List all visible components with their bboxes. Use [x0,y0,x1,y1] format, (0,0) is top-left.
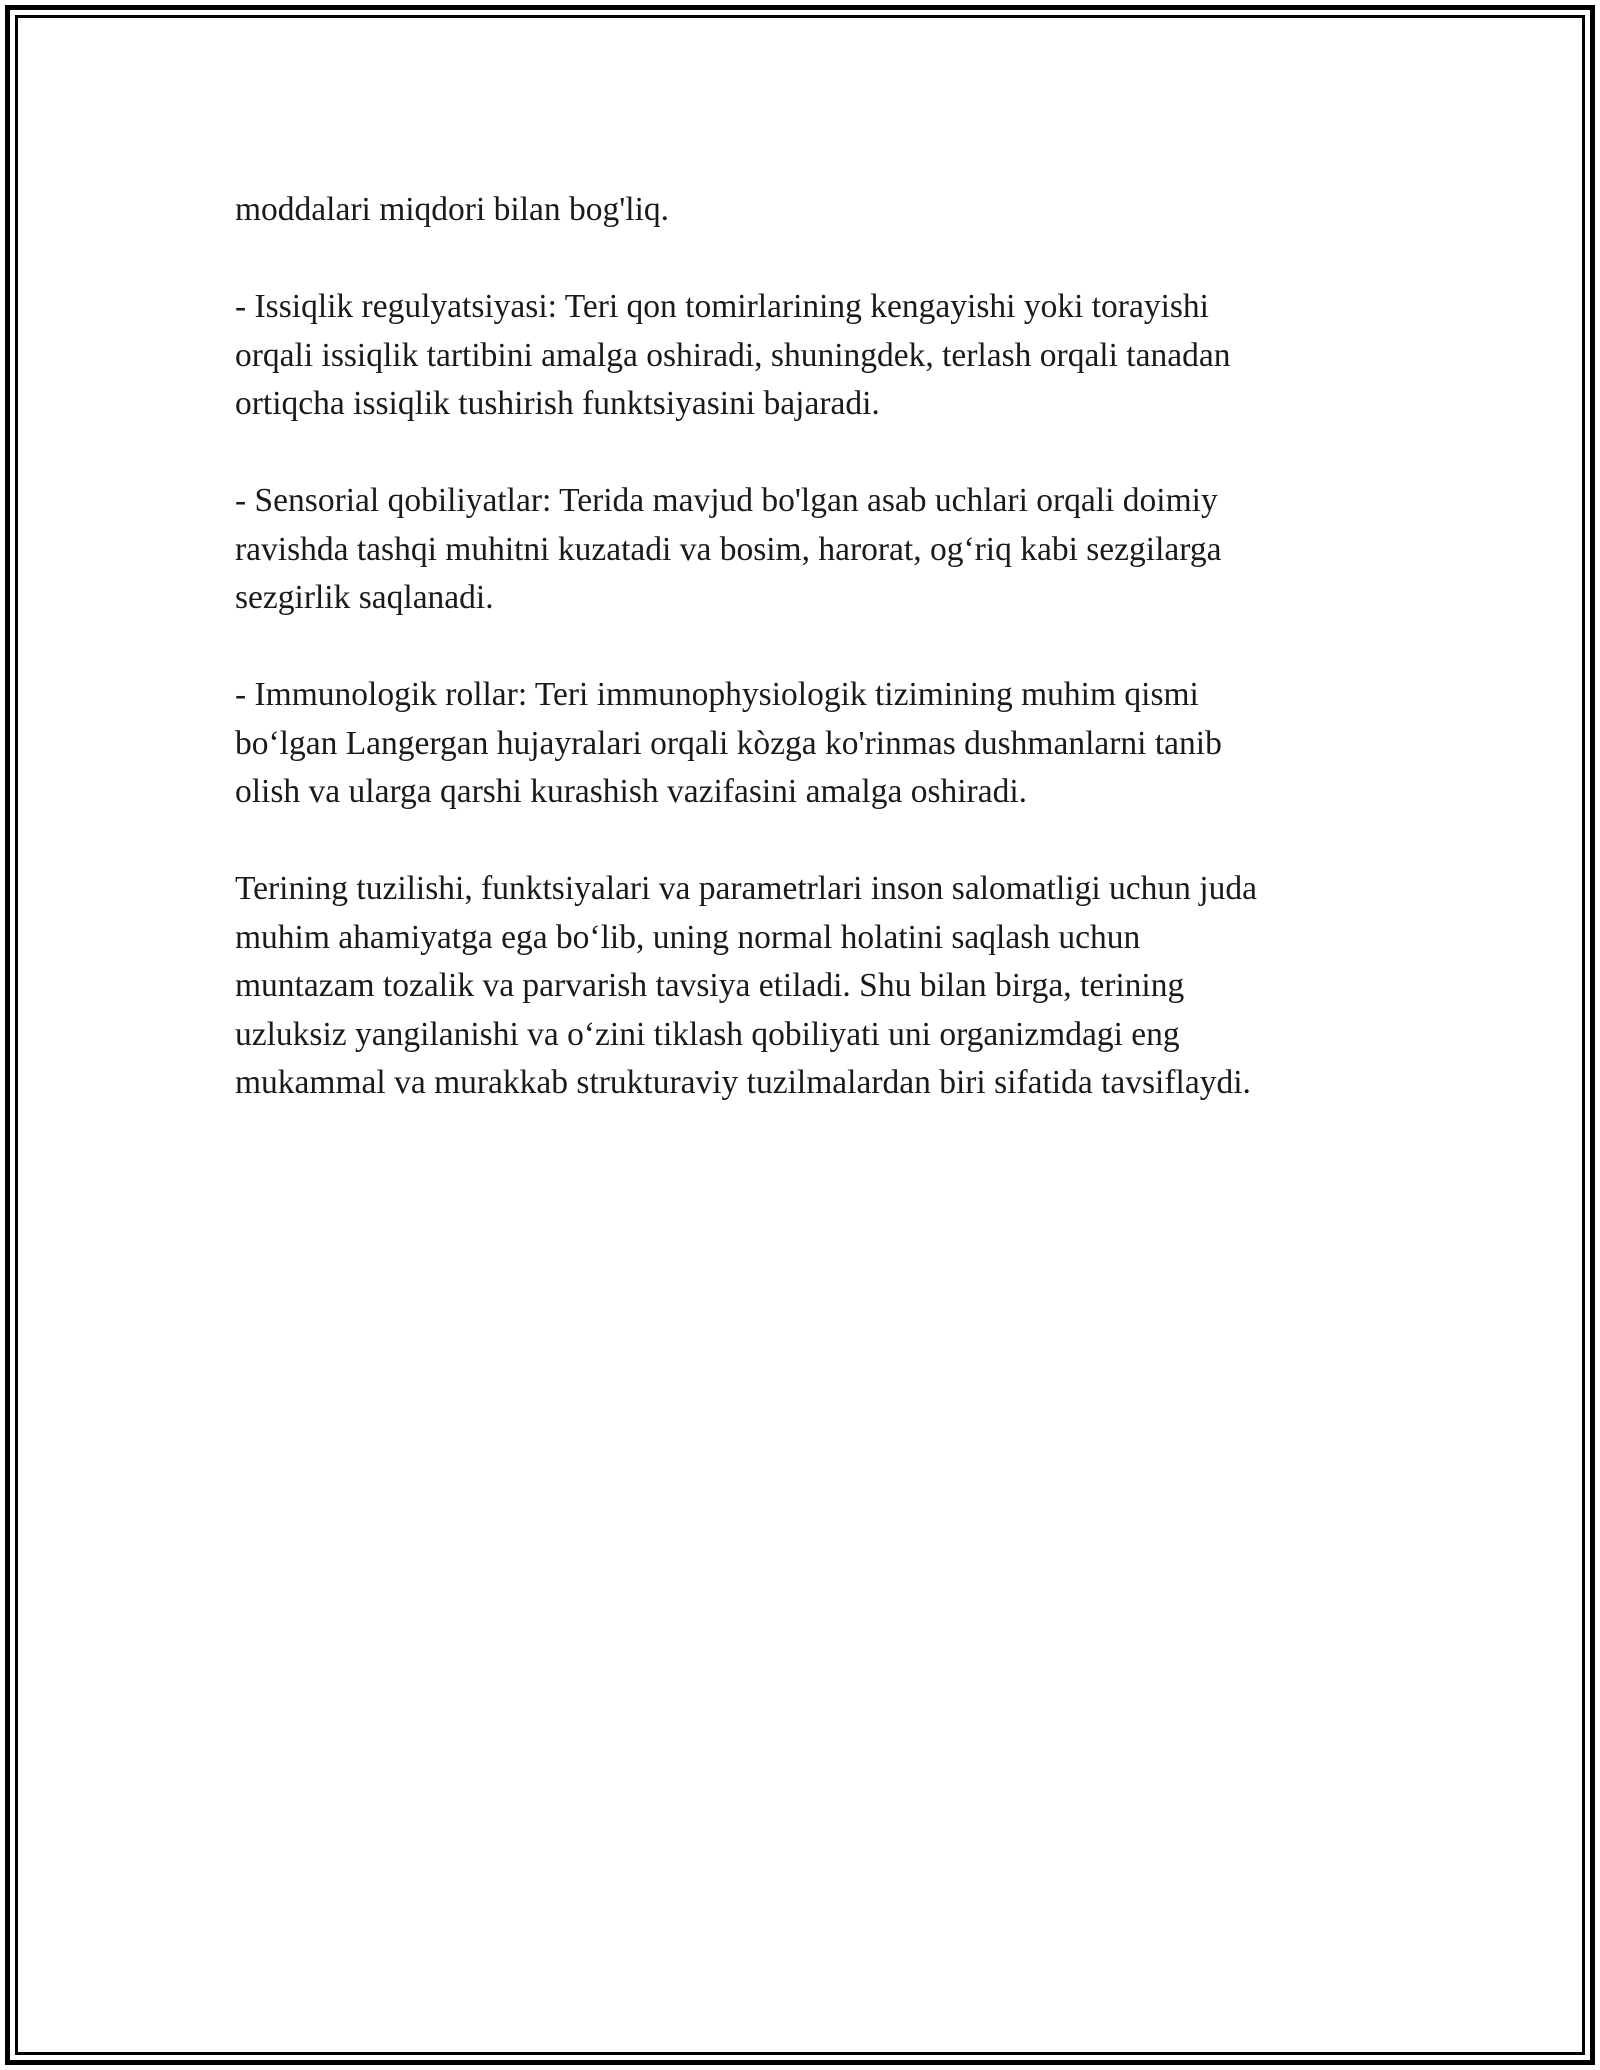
text-line: sezgirlik saqlanadi. [235,579,494,616]
text-line: ravishda tashqi muhitni kuzatadi va bosim, harorat, og‘riq kabi sezgilarga [235,530,1222,568]
text-line: - Immunologik rollar: Teri immunophysiologik tizimining muhim qismi [235,676,1199,713]
paragraph-sensorial [235,477,1385,623]
paragraph-conclusion [235,865,1385,1108]
document-body [235,186,1385,1108]
text-line: - Sensorial qobiliyatlar: Terida mavjud bo'lgan asab uchlari orqali doimiy [235,482,1218,519]
text-line: ortiqcha issiqlik tushirish funktsiyasini bajaradi. [235,385,880,422]
text-line: muntazam tozalik va parvarish tavsiya etiladi. Shu bilan birga, terining [235,967,1185,1004]
text-line: Terining tuzilishi, funktsiyalari va parametrlari inson salomatligi uchun juda [235,870,1257,907]
paragraph-immunologic [235,671,1385,817]
text-line: moddalari miqdori bilan bog'liq. [235,191,670,228]
text-line: uzluksiz yangilanishi va o‘zini tiklash qobiliyati uni organizmdagi eng [235,1015,1180,1053]
text-line: muhim ahamiyatga ega bo‘lib, uning normal holatini saqlash uchun [235,918,1141,956]
paragraph-thermoregulation [235,283,1385,429]
paragraph-continuation [235,186,1385,235]
text-line: orqali issiqlik tartibini amalga oshiradi, shuningdek, terlash orqali tanadan [235,336,1231,374]
text-line: bo‘lgan Langergan hujayralari orqali kòzga ko'rinmas dushmanlarni tanib [235,724,1222,762]
text-line: mukammal va murakkab strukturaviy tuzilmalardan biri sifatida tavsiflaydi. [235,1064,1251,1101]
text-line: olish va ularga qarshi kurashish vazifasini amalga oshiradi. [235,773,1028,810]
text-line: - Issiqlik regulyatsiyasi: Teri qon tomirlarining kengayishi yoki torayishi [235,288,1209,325]
